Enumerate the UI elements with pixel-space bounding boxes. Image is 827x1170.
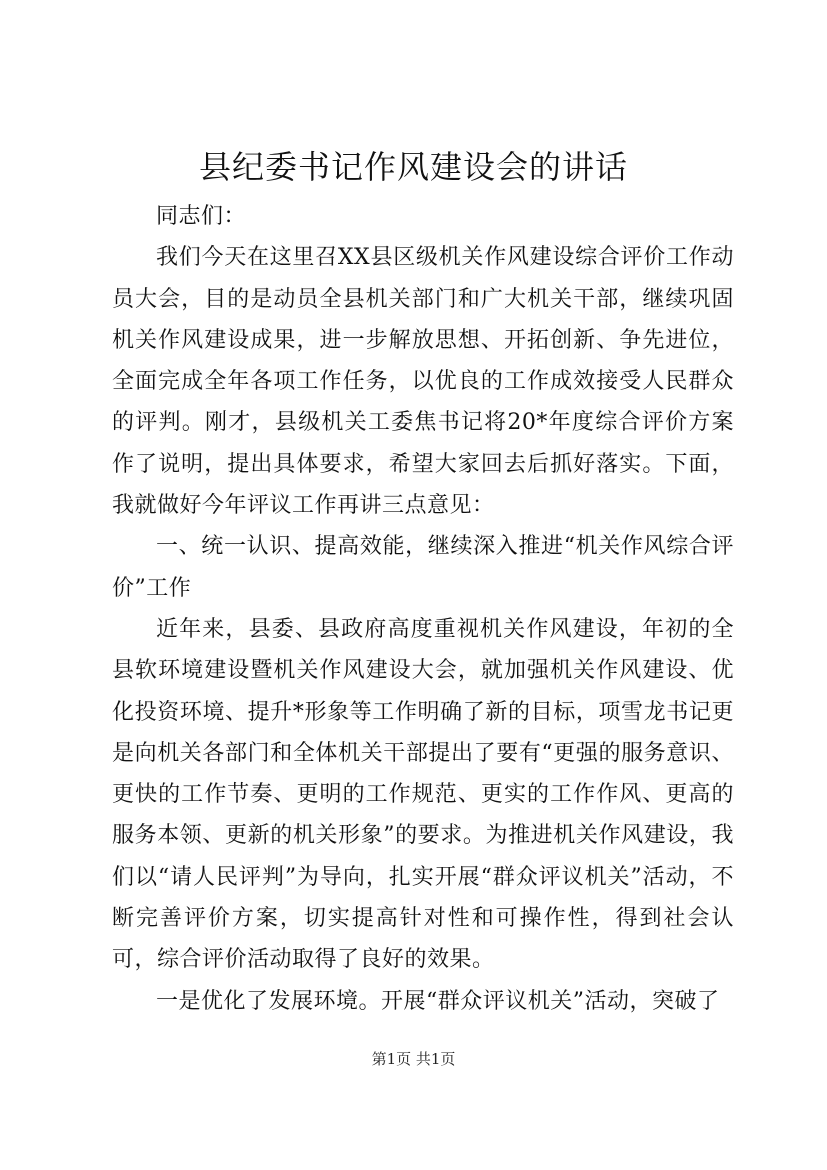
body-paragraph-continued: 一是优化了发展环境。开展“群众评议机关”活动，突破了 bbox=[156, 988, 720, 1014]
document-title: 县纪委书记作风建设会的讲话 bbox=[198, 148, 628, 186]
intro-paragraph: 我们今天在这里召XX县区级机关作风建设综合评价工作动员大会，目的是动员全县机关部门和广大机关干部，继续巩固机关作风建设成果，进一步解放思想、开拓创新、争先进位，全面完成全年各项工作任务，以优良的工作成效接受人民群众的评判。刚才，县级机关工委焦书记将20*年度综合评价方案作了说明，提出具体要求，希望大家回去后抓好落实。下面，我就做好今年评议工作再讲三点意见： bbox=[112, 245, 734, 519]
salutation-paragraph: 同志们： bbox=[156, 204, 247, 229]
body-paragraph: 近年来，县委、县政府高度重视机关作风建设，年初的全县软环境建设暨机关作风建设大会，就加强机关作风建设、优化投资环境、提升*形象等工作明确了新的目标，项雪龙书记更是向机关各部门和全体机关干部提出了要有“更强的服务意识、更快的工作节奏、更明的工作规范、更实的工作作风、更高的服务本领、更新的机关形象”的要求。为推进机关作风建设，我们以“请人民评判”为导向，扎实开展“群众评议机关”活动，不断完善评价方案，切实提高针对性和可操作性，得到社会认可，综合评价活动取得了良好的效果。 bbox=[112, 616, 734, 973]
page-footer: 第1页 共1页 bbox=[371, 1050, 456, 1068]
document-body bbox=[112, 196, 734, 1022]
section-heading: 一、统一认识、提高效能，继续深入推进“机关作风综合评价”工作 bbox=[112, 534, 734, 601]
